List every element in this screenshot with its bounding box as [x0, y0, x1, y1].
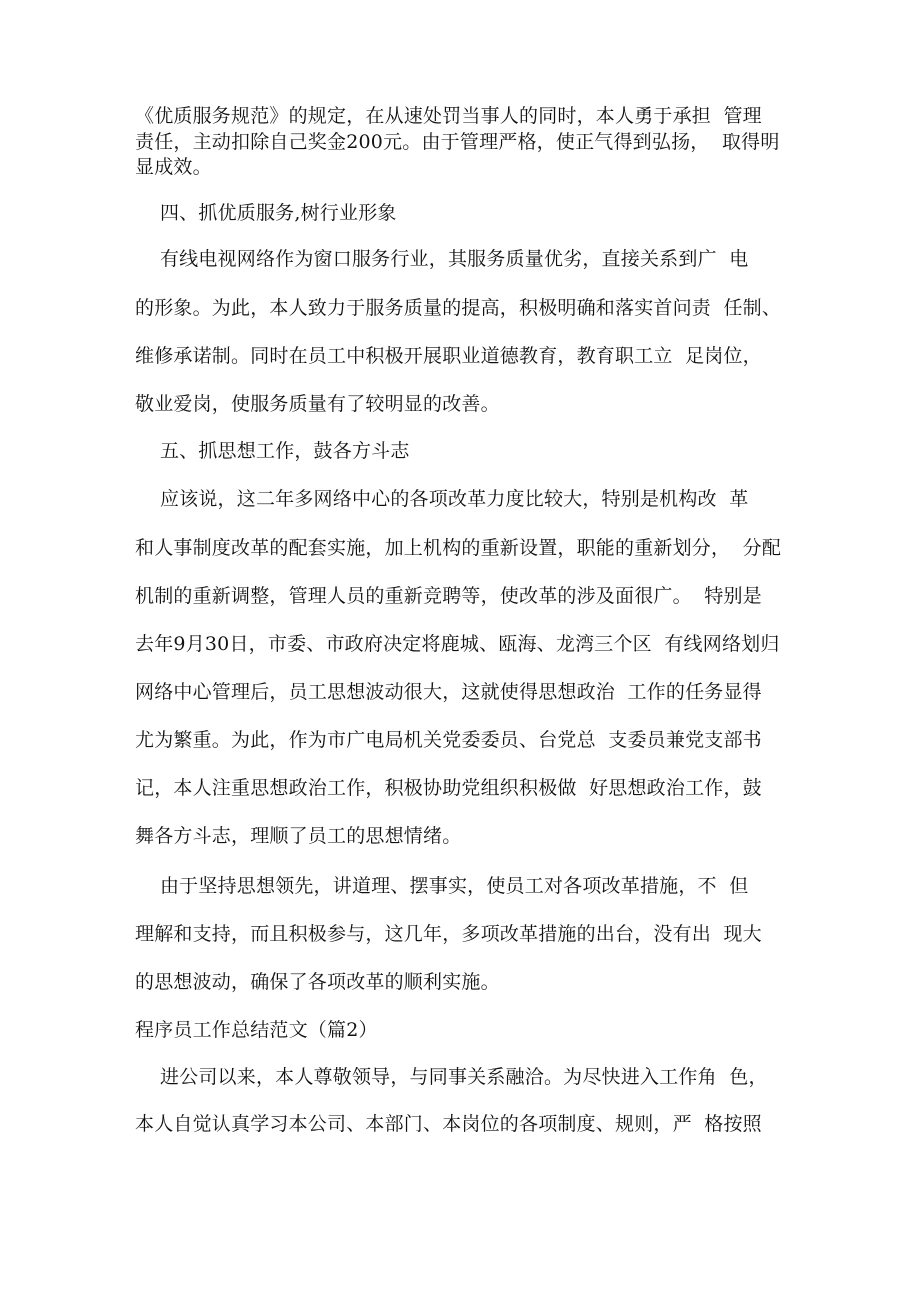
- text-line: 《优质服务规范》的规定，在从速处罚当事人的同时，本人勇于承担 管理: [135, 105, 762, 127]
- text-line: 本人自觉认真学习本公司、本部门、本岗位的各项制度、规则，严 格按照: [135, 1113, 762, 1135]
- text-line: 的形象。为此，本人致力于服务质量的提高，积极明确和落实首问责 任制、: [135, 297, 782, 319]
- text-line: 进公司以来，本人尊敬领导，与同事关系融洽。为尽快进入工作角 色，: [135, 1066, 768, 1088]
- text-line: 和人事制度改革的配套实施，加上机构的重新设置，职能的重新划分， 分配: [135, 537, 782, 559]
- text-line: 记，本人注重思想政治工作，积极协助党组织积极做 好思想政治工作，鼓: [135, 777, 762, 799]
- text-line: 维修承诺制。同时在员工中积极开展职业道德教育，教育职工立 足岗位，: [135, 345, 762, 367]
- text-line: 舞各方斗志，理顺了员工的思想情绪。: [135, 825, 462, 847]
- document-title: 程序员工作总结范文（篇2）: [135, 1019, 378, 1041]
- section-heading: 四、抓优质服务,树行业形象: [135, 202, 397, 224]
- text-line: 尤为繁重。为此，作为市广电局机关党委委员、台党总 支委员兼党支部书: [135, 729, 762, 751]
- text-line: 应该说，这二年多网络中心的各项改革力度比较大，特别是机构改 革: [135, 488, 749, 510]
- text-line: 敬业爱岗，使服务质量有了较明显的改善。: [135, 393, 500, 415]
- text-line: 责任，主动扣除自己奖金200元。由于管理严格，使正气得到弘扬， 取得明: [135, 131, 780, 153]
- text-line: 显成效。: [135, 156, 212, 178]
- text-line: 去年9月30日，市委、市政府决定将鹿城、瓯海、龙湾三个区 有线网络划归: [135, 633, 780, 655]
- text-line: 的思想波动，确保了各项改革的顺利实施。: [135, 971, 500, 993]
- text-line: 有线电视网络作为窗口服务行业，其服务质量优劣，直接关系到广 电: [135, 248, 749, 270]
- section-heading: 五、抓思想工作，鼓各方斗志: [135, 440, 410, 462]
- text-line: 网络中心管理后，员工思想波动很大，这就使得思想政治 工作的任务显得: [135, 681, 762, 703]
- text-line: 由于坚持思想领先，讲道理、摆事实，使员工对各项改革措施，不 但: [135, 875, 749, 897]
- text-line: 理解和支持，而且积极参与，这几年，多项改革措施的出台，没有出 现大: [135, 923, 762, 945]
- text-line: 机制的重新调整，管理人员的重新竞聘等，使改革的涉及面很广。 特别是: [135, 585, 762, 607]
